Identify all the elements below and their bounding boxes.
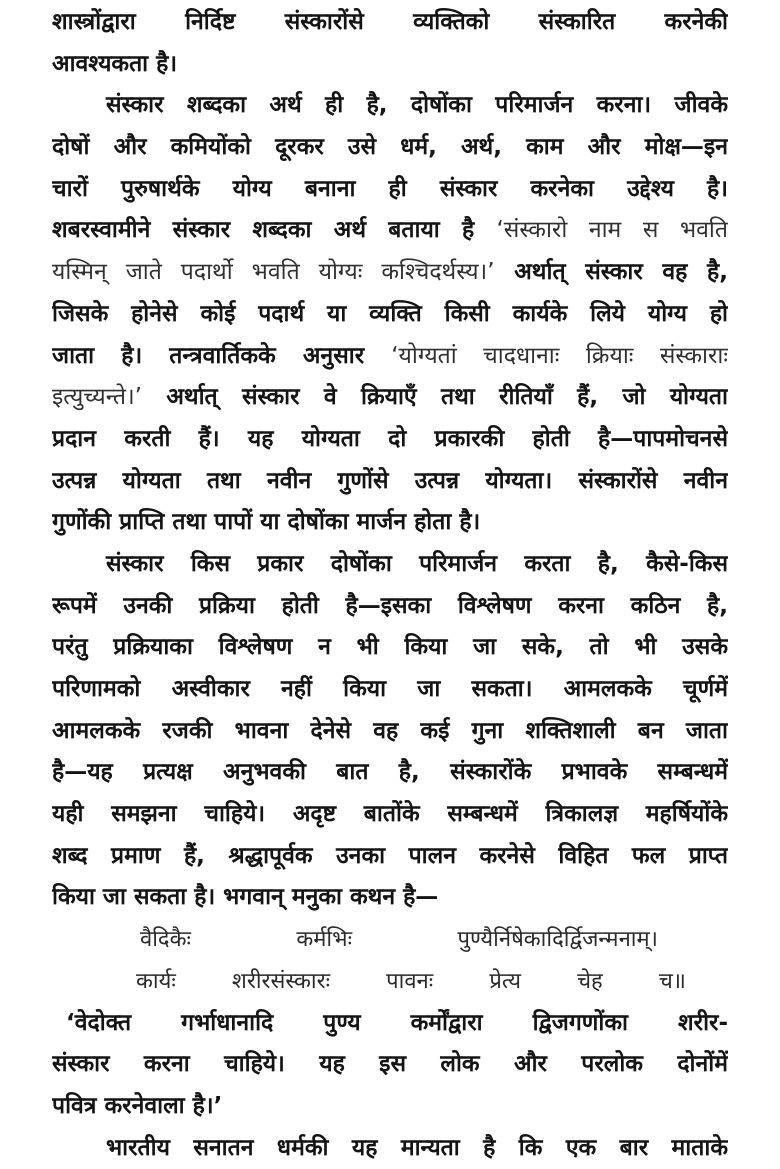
text-line <box>52 252 728 294</box>
text-line: संस्कार करना चाहिये। यह इस लोक और परलोक दोनोंमें <box>52 1051 728 1078</box>
text-line <box>52 377 728 419</box>
text-line <box>52 210 728 252</box>
text-line: प्रदान करती हैं। यह योग्यता दो प्रकारकी होती है—पापमोचनसे <box>52 425 728 452</box>
text-line: गुणोंकी प्राप्ति तथा पापों या दोषोंका मार्जन होता है। <box>52 509 481 536</box>
text-line: है—यह प्रत्यक्ष अनुभवकी बात है, संस्कारोंके प्रभावके सम्बन्धमें <box>52 759 728 786</box>
sanskrit-verse-line: वैदिकैः कर्मभिः पुण्यैर्निषेकादिर्द्विजन्मनाम्। <box>140 927 658 953</box>
paragraph-start-line: संस्कार शब्दका अर्थ ही है, दोषोंका परिमार्जन करना। जीवके <box>106 92 728 119</box>
text-line: दोषों और कमियोंको दूरकर उसे धर्म, अर्थ, काम और मोक्ष—इन <box>52 134 728 161</box>
text-line: शब्द प्रमाण हैं, श्रद्धापूर्वक उनका पालन करनेसे विहित फल प्राप्त <box>52 842 728 869</box>
paragraph-start-line: भारतीय सनातन धर्मकी यह मान्यता है कि एक बार माताके <box>106 1134 728 1161</box>
text-line: परंतु प्रक्रियाका विश्लेषण न भी किया जा सके, तो भी उसके <box>52 634 728 661</box>
text-line: किया जा सकता है। भगवान् मनुका कथन है— <box>52 884 439 911</box>
quoted-sanskrit: इत्युच्यन्ते।’ <box>52 384 142 411</box>
sanskrit-verse-line: कार्यः शरीरसंस्कारः पावनः प्रेत्य चेह च॥ <box>136 968 686 994</box>
text-line: आमलकके रजकी भावना देनेसे वह कई गुना शक्तिशाली बन जाता <box>52 717 728 744</box>
text-line: आवश्यकता है। <box>52 50 178 77</box>
text-line: रूपमें उनकी प्रक्रिया होती है—इसका विश्लेषण करना कठिन है, <box>52 592 728 619</box>
text-span: जाता है। तन्त्रवार्तिकके अनुसार <box>52 342 365 369</box>
quoted-sanskrit: ‘योग्यतां चादधानाः क्रियाः संस्काराः <box>391 342 728 369</box>
text-line: जिसके होनेसे कोई पदार्थ या व्यक्ति किसी कार्यके लिये योग्य हो <box>52 300 728 327</box>
verse-translation-line: ‘वेदोक्त गर्भाधानादि पुण्य कर्मोंद्वारा द्विजगणोंका शरीर- <box>66 1009 728 1036</box>
text-line <box>52 336 728 378</box>
quoted-sanskrit: ‘संस्कारो नाम स भवति <box>496 217 728 244</box>
text-line: चारों पुरुषार्थके योग्य बनाना ही संस्कार करनेका उद्देश्य है। <box>52 175 728 202</box>
text-line: उत्पन्न योग्यता तथा नवीन गुणोंसे उत्पन्न योग्यता। संस्कारोंसे नवीन <box>52 467 728 494</box>
text-line: परिणामको अस्वीकार नहीं किया जा सकता। आमलकके चूर्णमें <box>52 676 728 702</box>
text-span: अर्थात् संस्कार वे क्रियाएँ तथा रीतियाँ हैं, जो योग्यता <box>166 384 728 411</box>
text-line: शास्त्रोंद्वारा निर्दिष्ट संस्कारोंसे व्यक्तिको संस्कारित करनेकी <box>52 9 728 35</box>
text-line: यही समझना चाहिये। अदृष्ट बातोंके सम्बन्धमें त्रिकालज्ञ महर्षियोंके <box>52 801 728 828</box>
text-line: पवित्र करनेवाला है।’ <box>52 1092 223 1119</box>
text-span: अर्थात् संस्कार वह है, <box>514 259 728 286</box>
text-span: शबरस्वामीने संस्कार शब्दका अर्थ बताया है <box>52 217 475 244</box>
quoted-sanskrit: यस्मिन् जाते पदार्थो भवति योग्यः कश्चिदर्थस्य।’ <box>52 259 495 286</box>
paragraph-start-line: संस्कार किस प्रकार दोषोंका परिमार्जन करता है, कैसे-किस <box>106 550 728 577</box>
